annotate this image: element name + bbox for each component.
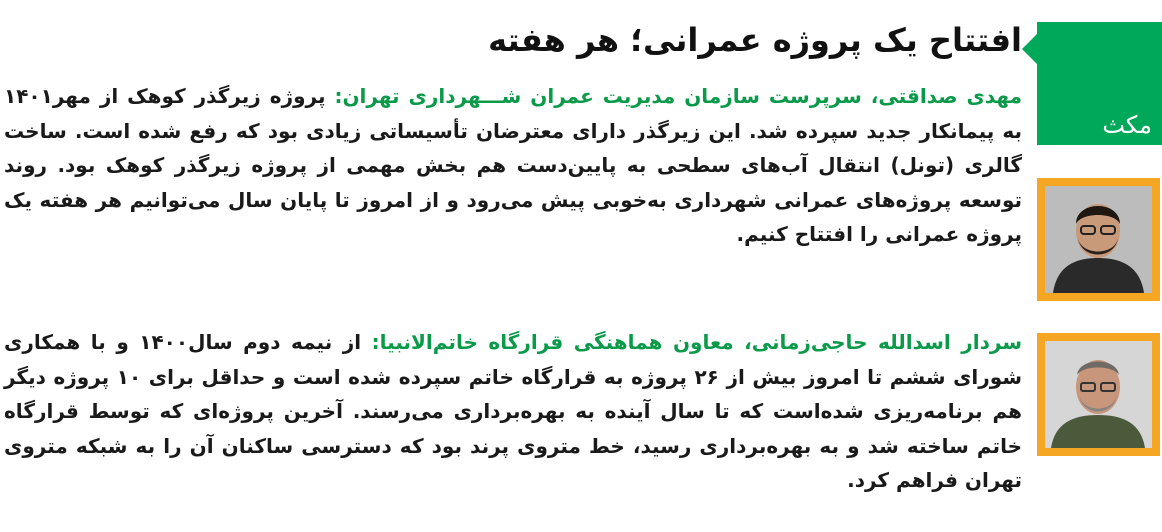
label-tab-pointer: [1022, 34, 1037, 64]
article-title: افتتاح یک پروژه عمرانی؛ هر هفته: [488, 21, 1022, 59]
section-label-tab: [1037, 22, 1162, 145]
quote-2-text: از نیمه دوم سال۱۴۰۰ و با همکاری شورای ششم تا امروز بیش از ۲۶ پروژه به قرارگاه خاتم سپرده شده است و حداقل برای ۱۰ پروژه دیگر هم برنامه‌ریزی شده‌است که تا سال آینده به بهره‌برداری می‌رسند. آخرین پروژه‌ای که توسط قرارگاه خاتم ساخته شد و به بهره‌برداری رسید، خط متروی پرند بود که دسترسی ساکنان آن را به شبکه متروی تهران فراهم کرد.: [4, 330, 1022, 492]
speaker-2-name: سردار اسدالله حاجی‌زمانی، معاون هماهنگی قرارگاه خاتم‌الانبیا:: [371, 330, 1022, 354]
portrait-speaker-1: [1037, 178, 1160, 301]
portrait-speaker-2: [1037, 333, 1160, 456]
portrait-2-image: [1045, 341, 1152, 448]
portrait-1-image: [1045, 186, 1152, 293]
quote-paragraph-1: [4, 79, 1022, 252]
section-label: مکث: [1102, 111, 1152, 139]
quote-1-text: پروژه زیرگذر کوهک از مهر۱۴۰۱ به پیمانکار جدید سپرده شد. این زیرگذر دارای معترضان تأسیساتی زیادی بود که رفع شده است. ساخت گالری (تونل) انتقال آب‌های سطحی به پایین‌دست هم بخش مهمی از پروژه زیرگذر کوهک بود. روند توسعه پروژه‌های عمرانی شهرداری به‌خوبی پیش می‌رود و از امروز تا پایان سال می‌توانیم هر هفته یک پروژه عمرانی را افتتاح کنیم.: [4, 84, 1022, 246]
speaker-1-name: مهدی صداقتی، سرپرست سازمان مدیریت عمران شـــهرداری تهران:: [334, 84, 1022, 108]
quote-paragraph-2: [4, 325, 1022, 498]
